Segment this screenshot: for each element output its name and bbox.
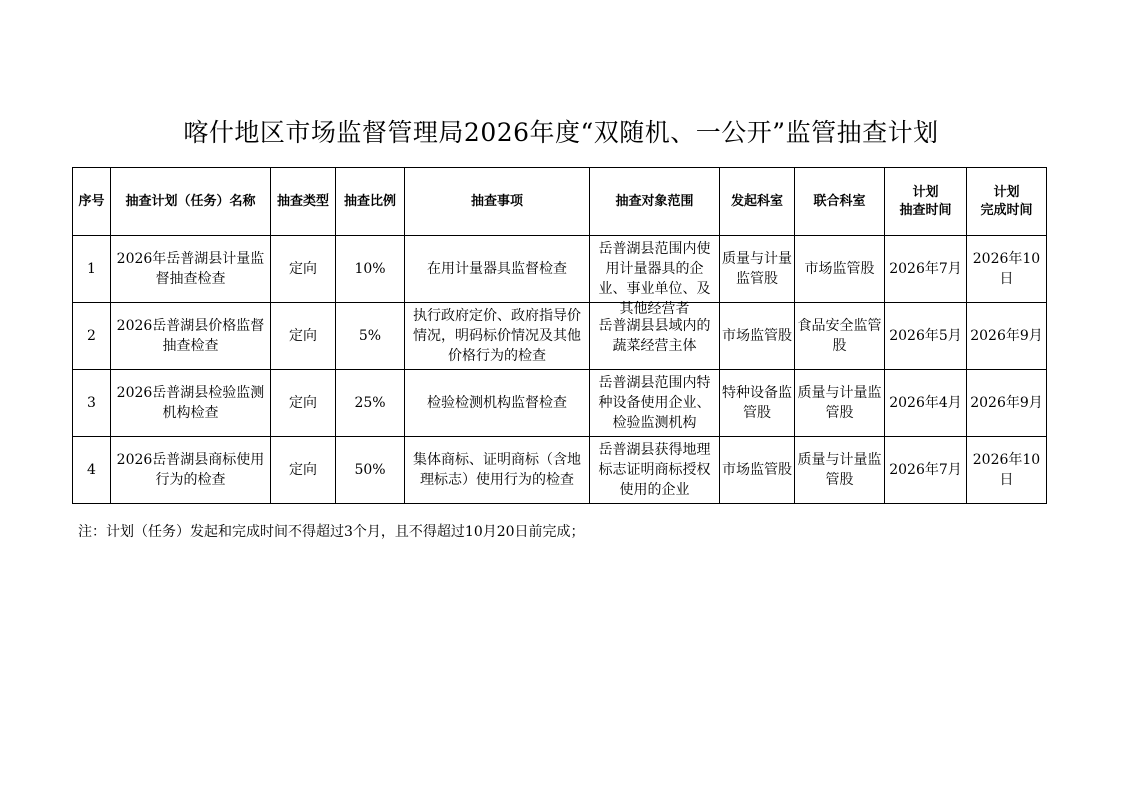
cell-initiator: 特种设备监管股 (720, 370, 795, 437)
cell-plan-name: 2026岳普湖县价格监督抽查检查 (111, 303, 271, 370)
cell-joint: 食品安全监管股 (795, 303, 885, 370)
cell-ratio: 50% (336, 437, 405, 504)
cell-plan-name: 2026岳普湖县商标使用行为的检查 (111, 437, 271, 504)
table-row (73, 303, 1047, 370)
cell-initiator: 市场监管股 (720, 303, 795, 370)
cell-items: 在用计量器具监督检查 (405, 236, 590, 303)
cell-joint: 质量与计量监管股 (795, 370, 885, 437)
header-plan-time-line2: 抽查时间 (899, 202, 952, 218)
table-header-row (73, 168, 1047, 236)
cell-finish-time: 2026年9月 (967, 303, 1047, 370)
cell-ratio: 5% (336, 303, 405, 370)
table-row (73, 236, 1047, 303)
header-joint: 联合科室 (795, 168, 885, 236)
header-finish-time-line1: 计划 (993, 184, 1020, 200)
cell-items: 检验检测机构监督检查 (405, 370, 590, 437)
cell-type: 定向 (271, 437, 336, 504)
cell-plan-time: 2026年7月 (885, 437, 967, 504)
cell-joint: 质量与计量监管股 (795, 437, 885, 504)
cell-scope-text: 岳普湖县获得地理标志证明商标授权使用的企业 (598, 442, 711, 498)
cell-ratio: 10% (336, 236, 405, 303)
cell-seq: 1 (73, 236, 111, 303)
footnote: 注：计划（任务）发起和完成时间不得超过3个月，且不得超过10月20日前完成； (78, 524, 585, 540)
cell-initiator: 质量与计量监管股 (720, 236, 795, 303)
header-initiator: 发起科室 (720, 168, 795, 236)
cell-plan-time: 2026年7月 (885, 236, 967, 303)
header-scope: 抽查对象范围 (590, 168, 720, 236)
cell-scope (590, 370, 720, 437)
cell-joint: 市场监管股 (795, 236, 885, 303)
cell-plan-name: 2026岳普湖县检验监测机构检查 (111, 370, 271, 437)
header-finish-time (967, 168, 1047, 236)
header-seq: 序号 (73, 168, 111, 236)
cell-initiator: 市场监管股 (720, 437, 795, 504)
cell-ratio: 25% (336, 370, 405, 437)
cell-seq: 4 (73, 437, 111, 504)
cell-finish-time: 2026年9月 (967, 370, 1047, 437)
cell-type: 定向 (271, 236, 336, 303)
cell-finish-time: 2026年10日 (967, 236, 1047, 303)
header-plan-time (885, 168, 967, 236)
cell-plan-time: 2026年5月 (885, 303, 967, 370)
cell-seq: 2 (73, 303, 111, 370)
cell-scope (590, 236, 720, 317)
cell-scope-text: 岳普湖县范围内特种设备使用企业、检验监测机构 (598, 375, 711, 431)
table-row (73, 370, 1047, 437)
plan-table (72, 167, 1047, 504)
cell-scope-text: 岳普湖县县域内的蔬菜经营主体 (598, 318, 711, 354)
header-finish-time-line2: 完成时间 (980, 202, 1033, 218)
cell-plan-time: 2026年4月 (885, 370, 967, 437)
header-plan-time-line1: 计划 (912, 184, 939, 200)
cell-items: 执行政府定价、政府指导价情况，明码标价情况及其他价格行为的检查 (405, 303, 590, 370)
cell-seq: 3 (73, 370, 111, 437)
cell-plan-name: 2026年岳普湖县计量监督抽查检查 (111, 236, 271, 303)
cell-finish-time: 2026年10日 (967, 437, 1047, 504)
cell-scope-text: 岳普湖县范围内使用计量器具的企业、事业单位、及其他经营者 (598, 241, 711, 317)
header-ratio: 抽查比例 (336, 168, 405, 236)
table-row (73, 437, 1047, 504)
page-title: 喀什地区市场监督管理局2026年度“双随机、一公开”监管抽查计划 (183, 118, 939, 147)
cell-type: 定向 (271, 303, 336, 370)
header-type: 抽查类型 (271, 168, 336, 236)
cell-type: 定向 (271, 370, 336, 437)
cell-items: 集体商标、证明商标（含地理标志）使用行为的检查 (405, 437, 590, 504)
cell-scope (590, 437, 720, 504)
header-items: 抽查事项 (405, 168, 590, 236)
header-plan-name: 抽查计划（任务）名称 (111, 168, 271, 236)
